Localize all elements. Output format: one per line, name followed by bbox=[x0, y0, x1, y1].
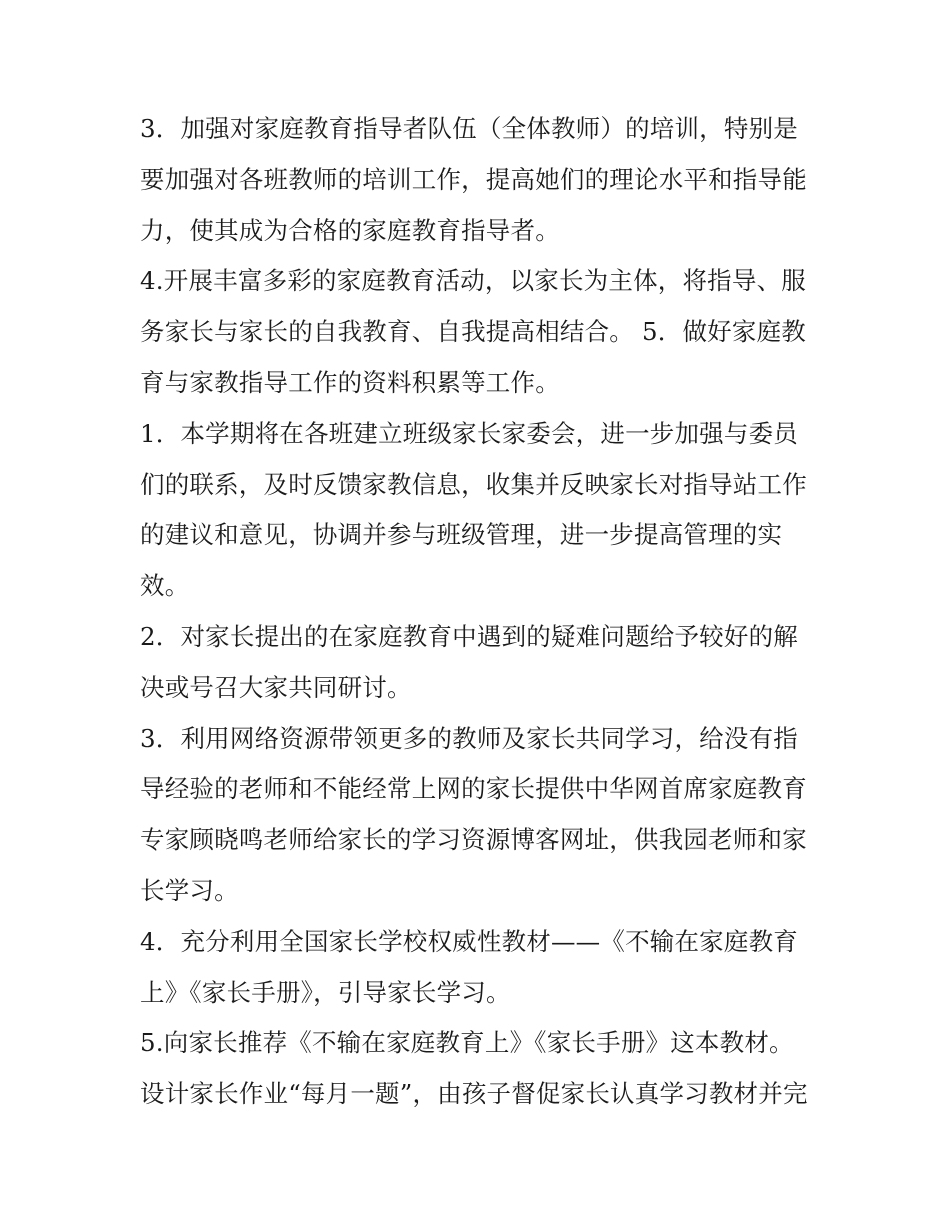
text-line-17: 4．充分利用全国家长学校权威性教材——《不输在家庭教育 bbox=[140, 926, 798, 956]
text-line-4: 4.开展丰富多彩的家庭教育活动，以家长为主体，将指导、服 bbox=[140, 266, 806, 296]
text-line-12: 决或号召大家共同研讨。 bbox=[140, 672, 412, 702]
text-line-20: 设计家长作业“每月一题”，由孩子督促家长认真学习教材并完 bbox=[140, 1079, 808, 1109]
text-line-9: 的建议和意见，协调并参与班级管理，进一步提高管理的实 bbox=[140, 520, 783, 550]
document-body bbox=[140, 104, 820, 1120]
text-line-15: 专家顾晓鸣老师给家长的学习资源博客网址，供我园老师和家 bbox=[140, 825, 807, 855]
text-line-19: 5.向家长推荐《不输在家庭教育上》《家长手册》这本教材。 bbox=[140, 1028, 794, 1058]
text-line-2: 要加强对各班教师的培训工作，提高她们的理论水平和指导能 bbox=[140, 164, 807, 194]
text-line-6: 育与家教指导工作的资料积累等工作。 bbox=[140, 367, 560, 397]
text-line-13: 3．利用网络资源带领更多的教师及家长共同学习，给没有指 bbox=[140, 723, 798, 753]
text-line-1: 3．加强对家庭教育指导者队伍（全体教师）的培训，特别是 bbox=[140, 114, 798, 143]
text-line-16: 长学习。 bbox=[140, 875, 239, 905]
text-line-11: 2．对家长提出的在家庭教育中遇到的疑难问题给予较好的解 bbox=[140, 621, 798, 651]
text-line-10: 效。 bbox=[140, 571, 190, 601]
text-line-14: 导经验的老师和不能经常上网的家长提供中华网首席家庭教育 bbox=[140, 774, 807, 804]
text-line-3: 力，使其成为合格的家庭教育指导者。 bbox=[140, 215, 560, 245]
text-line-5: 务家长与家长的自我教育、自我提高相结合。 5．做好家庭教 bbox=[140, 317, 806, 347]
text-line-7: 1．本学期将在各班建立班级家长家委会，进一步加强与委员 bbox=[140, 418, 798, 448]
text-line-8: 们的联系，及时反馈家教信息，收集并反映家长对指导站工作 bbox=[140, 469, 807, 499]
text-line-18: 上》《家长手册》，引导家长学习。 bbox=[140, 977, 511, 1007]
